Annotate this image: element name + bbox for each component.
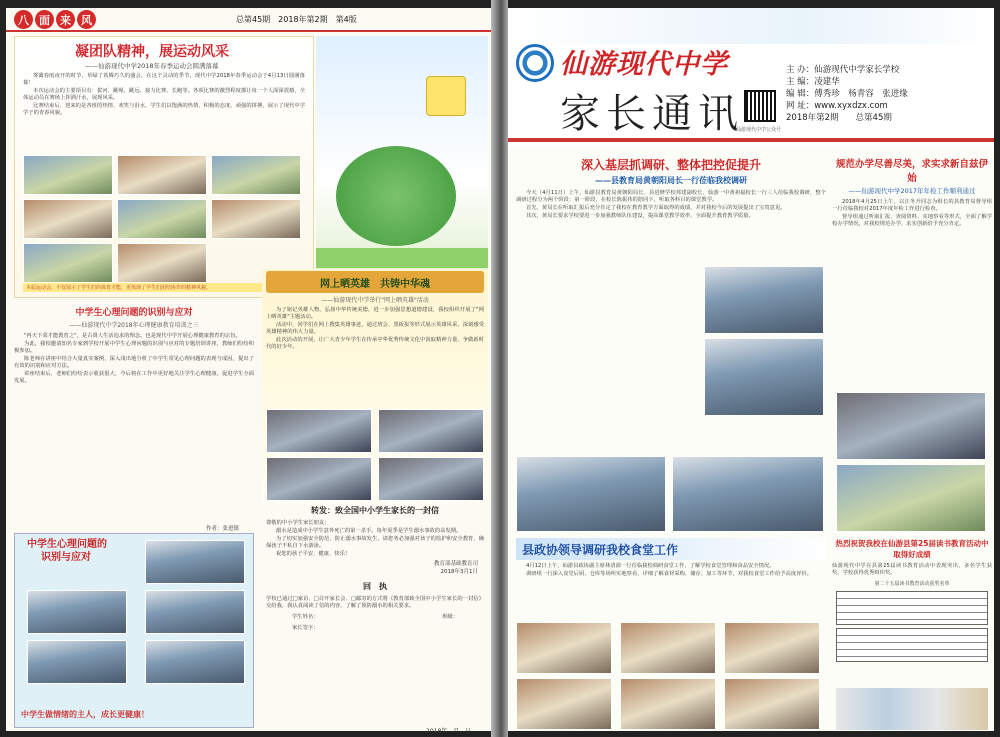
article-body [14, 333, 254, 385]
paper-title: 家长通讯 [560, 91, 744, 137]
section-badge [14, 10, 96, 29]
paragraph: 其次，黄局长要求学校要进一步加强教师队伍建设，提高课堂教学效率，全面提升教育教学质量。 [526, 213, 754, 219]
receipt-fields [262, 610, 488, 625]
letter-body [262, 520, 488, 558]
letter-greeting: 尊敬的中小学生家长朋友： [266, 520, 330, 526]
letter-date: 2018年3月1日 [440, 569, 478, 575]
photo [27, 590, 127, 634]
receipt-body: 学校已通过□家访、□召开家长会、□邮寄的方式将《教育部致全国中小学生家长的一封信》交给我，我认真阅读了信的内容，了解了预防溺水的相关要求。 [266, 596, 484, 609]
paragraph: 今天（4月11日）上午，仙游县教育局黄朝阳局长、县进修学校邦建副校长、仙游一中黄祖福校长一行三人莅临我校调研，整个调研过程分为两个阶段：第一阶段，在校长陈振伟的陪同下，听取各科目的课堂教学。 [516, 190, 826, 203]
student-name-label: 学生姓名： [292, 614, 319, 620]
article-title: 凝团队精神，展运动风采 [75, 44, 229, 60]
article-body [262, 307, 488, 351]
info-editor: 主 编：凌建华 [786, 77, 840, 87]
photo [117, 243, 207, 283]
photo [836, 464, 986, 532]
paragraph: 首先，黄局长在听取汇报后充分肯定了我校在教育教学方面取得的成绩，并对我校今后的发展提出了宝贵意见。 [526, 205, 786, 211]
info-host: 主 办：仙游现代中学家长学校 [786, 65, 900, 75]
photo [724, 622, 820, 674]
photo [27, 640, 127, 684]
paragraph: 讲座结束后，老师们纷纷表示收获很大，今后将在工作中更好地关注学生心理健康，促进学生全面发展。 [14, 371, 254, 384]
photo [516, 456, 666, 532]
photo [516, 678, 612, 730]
school-name: 仙游现代中学 [560, 49, 728, 80]
article-subtitle: ——县教育局黄朝阳局长一行莅临我校调研 [595, 176, 747, 185]
article-body [832, 199, 992, 228]
article-body [516, 563, 826, 578]
hero-activity-article [262, 269, 488, 505]
masthead [508, 8, 994, 148]
photo [516, 622, 612, 674]
badge-char: 风 [77, 10, 96, 29]
photo-caption: 本届运动会，不仅展示了学生们的体育才能，更体现了学生们团结协作的精神风貌。 [23, 283, 305, 292]
canteen-visit-article [516, 538, 826, 733]
grass-illustration [316, 248, 488, 268]
paragraph: 此次活动的开展，让广大青少年学生在传承中华优秀传统文化中汲取精神力量，争做新时代的好少年。 [266, 337, 484, 350]
page-1 [508, 8, 994, 731]
psychology-poster [14, 533, 254, 728]
info-website: 网 址：www.xyxdzx.com [786, 101, 888, 111]
page-4 [6, 8, 491, 735]
poster-slogan: 中学生做情绪的主人，成长更健康！ [21, 710, 149, 719]
poster-title-line: 识别与应对 [41, 552, 91, 563]
article-body [516, 190, 826, 220]
letter-signer: 教育部基础教育司 [433, 561, 478, 567]
photo [836, 392, 986, 460]
article-subtitle: ——仙游现代中学2018年春季运动会圆满落幕 [85, 62, 219, 70]
paragraph: 比赛结束后，迎来的是各班的热情、欢笑与泪水，学生们以饱满的热情、积极的态度、顽强的拼搏，展示了现代中学学子的青春风貌。 [23, 103, 305, 116]
photo [620, 678, 716, 730]
paragraph: 溺水是造成中小学生意外死亡的第一杀手。每年夏季是学生溺水事故的高发期。 [276, 528, 462, 534]
photo [145, 540, 245, 584]
article-title: 规范办学尽善尽美，求实求新自兹伊始 [835, 159, 988, 184]
photo [672, 456, 824, 532]
receipt-title: 回 执 [363, 582, 387, 591]
table-caption: 第二十五届读书教育活动获奖名单 [874, 581, 950, 587]
page-date: 2018年 月 日 [426, 728, 472, 735]
article-body [23, 73, 305, 118]
article-subtitle: ——仙游现代中学举行"网上晒英雄"活动 [321, 297, 429, 304]
parent-letter [262, 503, 488, 731]
poster-title-line: 中学生心理问题的 [27, 539, 107, 550]
paragraph: 活动中，同学们在网上搜集英雄事迹，通过班会、黑板报等形式展示英雄风采，深刻感受英雄精神的伟大力量。 [266, 322, 484, 335]
poster-title [27, 538, 107, 564]
article-title: 热烈祝贺我校在仙游县第25届读书教育活动中取得好成绩 [835, 539, 989, 559]
article-title: 县政协领导调研我校食堂工作 [516, 538, 826, 560]
photo [145, 640, 245, 684]
issue-line: 总第45期 2018年第2期 第4版 [236, 15, 357, 24]
photo [266, 409, 372, 453]
photo [211, 199, 301, 239]
badge-char: 面 [35, 10, 54, 29]
paragraph: 雾霭春雨夜开的时节，草绿了希腾巧久的盛会。在这个灵动的季节，现代中学2018年春季运动会于4月13日圆满落幕！ [23, 73, 305, 86]
photo [117, 199, 207, 239]
masthead-info [786, 64, 908, 124]
parent-sign-label: 家长签字： [292, 625, 319, 631]
photo [211, 155, 301, 195]
paragraph: 为了铭记英雄人物，弘扬中华传统美德，进一步加强思想道德建设，我校组织开展了"网上晒英雄"主题活动。 [266, 307, 484, 320]
qr-caption: 仙游现代中学公众号 [736, 127, 782, 133]
article-title: 深入基层抓调研、整体把控促提升 [580, 158, 761, 172]
paragraph: 本次运动会的主要项目有：拔河、跳绳、跳远、接力比赛、长跑等。各项比赛的激烈程度都让每一个人深深震撼，全体运动员在赛场上挥洒汗水，展现风采。 [23, 88, 305, 101]
paragraph: 调研组一行深入食堂后厨、仓库等场所实地察看，详细了解食材采购、储存、加工等环节，对我校食堂工作给予高度评价。 [526, 571, 813, 577]
paragraph: 4月12日上午，仙游县政协副主席林清源一行莅临我校调研食堂工作，了解学校食堂管理和食品安全情况。 [526, 563, 775, 569]
author-credit: 作者：张进镇 [206, 526, 240, 532]
info-editors: 编 辑：傅秀珍 杨青容 张进缘 [786, 89, 908, 99]
masthead-rule [508, 138, 994, 142]
paragraph: 祝您的孩子平安、健康、快乐！ [276, 551, 351, 557]
article-subtitle: ——仙游现代中学2017年年检工作顺利通过 [848, 187, 976, 195]
photo [23, 155, 113, 195]
badge-char: 八 [14, 10, 33, 29]
article-banner: 网上晒英雄 共铸中华魂 [266, 271, 484, 293]
page-gutter [491, 0, 508, 737]
research-visit-article [516, 156, 826, 536]
photo [23, 199, 113, 239]
paragraph: 陈老师在讲座中结合大量真实案例，深入浅出地分析了中学生常见心理问题的表现与成因，提出了有效的识别和应对方法。 [14, 356, 254, 369]
photo [378, 409, 484, 453]
article-title: 中学生心理问题的识别与应对 [75, 308, 193, 318]
award-table [836, 591, 988, 625]
receipt [262, 581, 488, 632]
award-table [836, 628, 988, 662]
paragraph: "再天下菜才能教育之"，是古贤人生活追求的理念。也是现代中学开展心理健康教育的宗旨。 [24, 333, 241, 339]
class-label: 班级： [442, 614, 458, 620]
photo [378, 457, 484, 501]
sign-illustration [426, 76, 466, 116]
photo [704, 338, 824, 416]
award-winners-photo [836, 688, 988, 730]
letter-title: 转发：致全国中小学生家长的一封信 [311, 506, 439, 515]
school-logo-icon [516, 44, 554, 82]
paragraph: 为此，我校邀请知名专家到学校开展中学生心理问题的识别与应对的专题培训讲座，教师们纷纷积极参加。 [14, 341, 254, 354]
photo [704, 266, 824, 334]
qr-code-icon [744, 90, 776, 122]
decorative-illustration [316, 36, 488, 298]
info-issue: 2018年第2期 总第45期 [786, 113, 892, 123]
sports-meet-article [14, 36, 314, 298]
paragraph: 为了切实加强安全防范，防止溺水事故发生，请您务必加强对孩子的监护和安全教育，确保孩子不私自下水游泳。 [266, 536, 484, 549]
photo [620, 622, 716, 674]
paragraph: 督导组通过听取汇报、查阅资料、实地察看等形式，全面了解学校办学情况，对我校规范办学、求实创新给予充分肯定。 [832, 214, 992, 227]
page-header [6, 8, 491, 32]
badge-char: 来 [56, 10, 75, 29]
photo [117, 155, 207, 195]
masthead-decoration [508, 8, 994, 44]
paragraph: 2018年4月25日上午，以汪冬升同志为组长的县教育局督导组一行莅临我校对2017年度年检工作进行检查。 [832, 199, 992, 212]
psychology-article [14, 303, 254, 523]
tree-illustration [336, 146, 456, 246]
photo [145, 590, 245, 634]
reading-award-article [832, 538, 992, 733]
article-body: 仙游现代中学在县第25届读书教育活动中表现突出，多名学生获奖，学校获得优秀组织奖。 [832, 563, 992, 576]
photo [724, 678, 820, 730]
photo [23, 243, 113, 283]
annual-inspection-article [832, 156, 992, 536]
photo [266, 457, 372, 501]
article-subtitle: ——仙游现代中学2018年心理健康教育培训之三 [69, 322, 199, 329]
